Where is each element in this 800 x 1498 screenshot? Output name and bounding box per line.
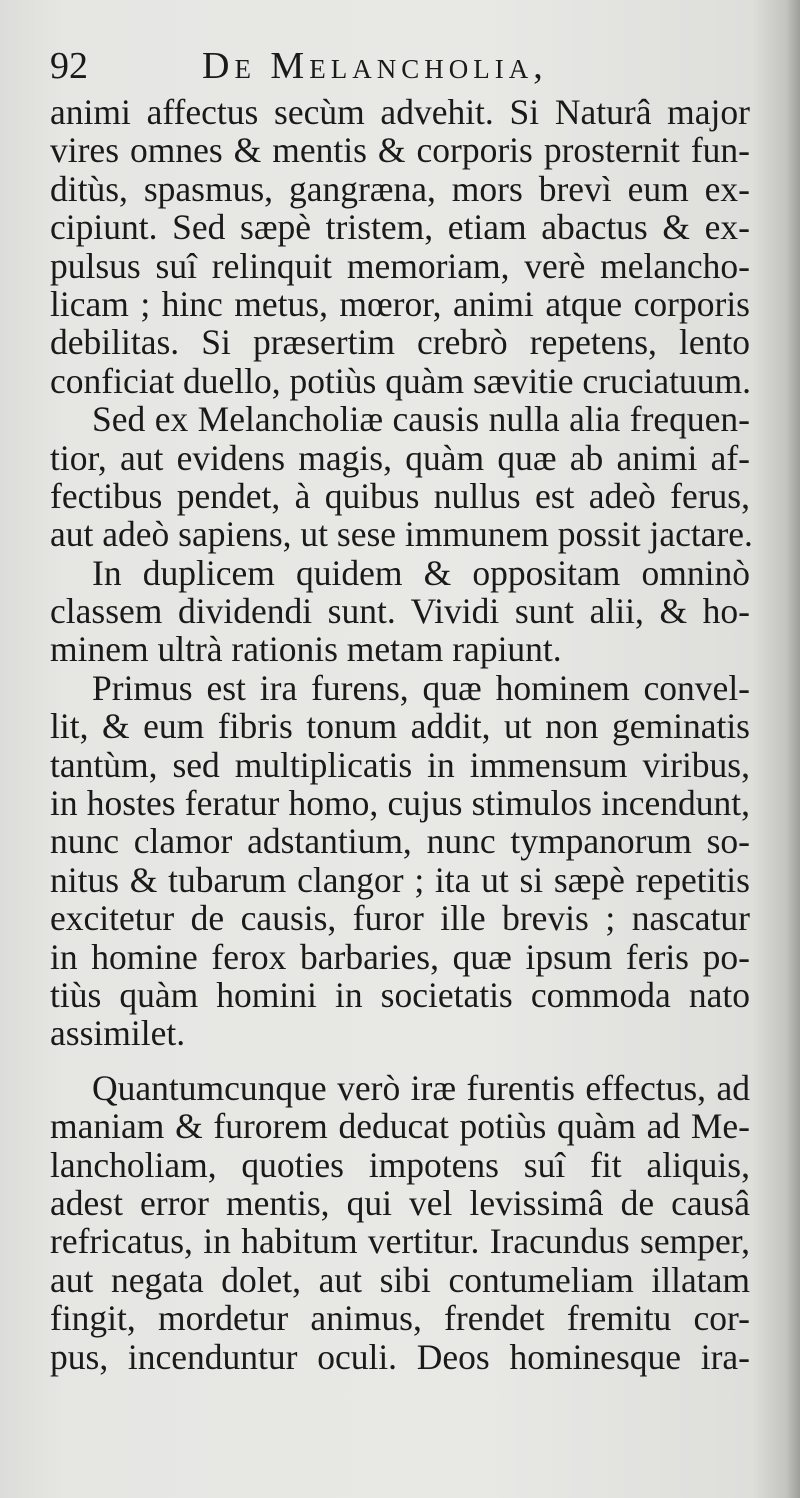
- text-line: conficiat duello, potiùs quàm sævitie cruciatuum.: [50, 360, 751, 401]
- text-line: vires omnes & mentis & corporis prosternit fun-: [50, 130, 750, 171]
- text-line: classem dividendi sunt. Vividi sunt alii, & ho-: [50, 591, 750, 632]
- page-header: [50, 38, 740, 98]
- text-line: lit, & eum fibris tonum addit, ut non geminatis: [50, 706, 750, 747]
- text-line: maniam & furorem deducat potiùs quàm ad Me-: [50, 1106, 750, 1147]
- text-line: nunc clamor adstantium, nunc tympanorum so-: [50, 821, 750, 862]
- text-line: ditùs, spasmus, gangræna, mors brevì eum ex-: [50, 168, 750, 209]
- running-head: De Melancholia,: [202, 45, 548, 87]
- text-line: adest error mentis, qui vel levissimâ de causâ: [50, 1182, 750, 1223]
- body-text: [50, 92, 753, 1377]
- text-line: animi affectus secùm advehit. Si Naturâ major: [50, 92, 750, 132]
- text-line: tiùs quàm homini in societatis commoda nato: [50, 974, 750, 1015]
- text-line: Sed ex Melancholiæ causis nulla alia frequen-: [92, 399, 750, 440]
- text-line: excitetur de causis, furor ille brevis ; nascatur: [50, 898, 750, 939]
- text-line: debilitas. Si præsertim crebrò repetens, lento: [50, 322, 750, 363]
- text-line: licam ; hinc metus, mœror, animi atque corporis: [50, 283, 750, 324]
- text-line: lancholiam, quoties impotens suî fit aliquis,: [50, 1144, 750, 1185]
- text-line: aut negata dolet, aut sibi contumeliam illatam: [50, 1259, 750, 1300]
- text-line: assimilet.: [50, 1013, 186, 1054]
- text-line: tantùm, sed multiplicatis in immensum viribus,: [50, 744, 750, 785]
- page-edge-shadow: [786, 0, 800, 1498]
- text-line: pulsus suî relinquit memoriam, verè melancho-: [50, 245, 750, 286]
- text-line: In duplicem quidem & oppositam omninò: [92, 552, 750, 593]
- paragraph-gap: [50, 1053, 750, 1069]
- text-line: fingit, mordetur animus, frendet fremitu cor-: [50, 1298, 750, 1339]
- text-line: cipiunt. Sed sæpè tristem, etiam abactus & ex-: [50, 207, 750, 248]
- text-line: Primus est ira furens, quæ hominem convel-: [92, 667, 750, 708]
- text-line: aut adeò sapiens, ut sese immunem possit jactare.: [50, 514, 753, 555]
- text-line: Quantumcunque verò iræ furentis effectus, ad: [92, 1067, 750, 1108]
- text-line: fectibus pendet, à quibus nullus est adeò ferus,: [50, 475, 750, 516]
- text-line: refricatus, in habitum vertitur. Iracundus semper,: [50, 1221, 750, 1262]
- page-number: 92: [50, 45, 88, 87]
- text-line: in homine ferox barbaries, quæ ipsum feris po-: [50, 936, 750, 977]
- text-line: tior, aut evidens magis, quàm quæ ab animi af-: [50, 437, 750, 478]
- text-line: nitus & tubarum clangor ; ita ut si sæpè repetitis: [50, 859, 750, 900]
- text-line: pus, incenduntur oculi. Deos hominesque ira-: [50, 1336, 750, 1377]
- text-line: in hostes feratur homo, cujus stimulos incendunt,: [50, 783, 750, 824]
- text-line: minem ultrà rationis metam rapiunt.: [50, 629, 562, 670]
